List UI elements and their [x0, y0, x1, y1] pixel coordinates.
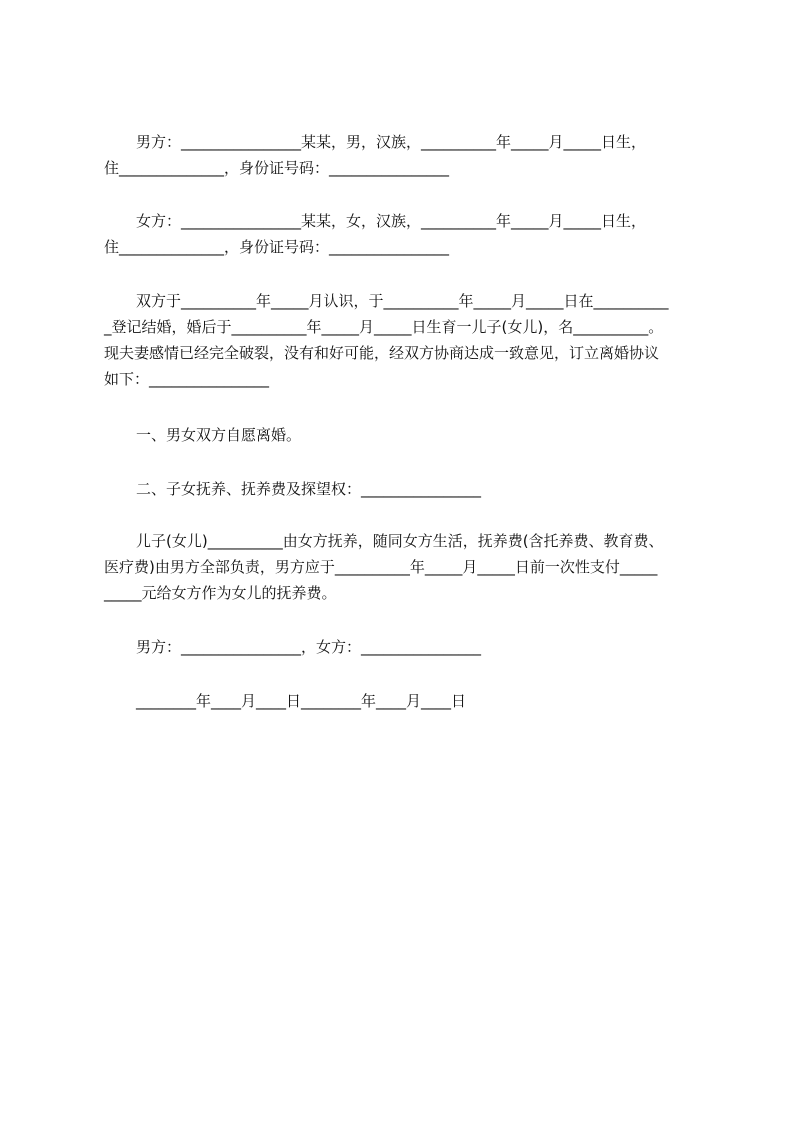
female-party-paragraph	[104, 208, 704, 260]
background-paragraph	[104, 288, 704, 392]
custody-paragraph	[104, 528, 704, 606]
clause-1-text: 一、男女双方自愿离婚。	[136, 426, 302, 444]
clause-2-text: 二、子女抚养、抚养费及探望权：________________	[136, 480, 482, 498]
clause-1	[104, 422, 704, 448]
date-text: ________年____月____日________年____月____日	[136, 692, 467, 710]
clause-2	[104, 476, 704, 502]
custody-line-3: _____元给女方作为女儿的抚养费。	[104, 584, 337, 602]
male-party-paragraph	[104, 129, 704, 181]
male-party-line-1: 男方：________________某某，男，汉族，__________年_____月_____日生，	[136, 133, 647, 151]
background-line-3: 现夫妻感情已经完全破裂，没有和好可能，经双方协商达成一致意见，订立离婚协议	[104, 344, 660, 362]
female-party-line-2: 住______________，身份证号码：________________	[104, 238, 450, 256]
custody-line-2: 医疗费)由男方全部负责，男方应于__________年_____月_____日前一次性支付_____	[104, 558, 658, 576]
background-line-2: _登记结婚，婚后于__________年_____月_____日生育一儿子(女儿)，名__________。	[104, 318, 664, 336]
signature-line	[104, 634, 704, 660]
signature-text: 男方：________________，女方：________________	[136, 638, 482, 656]
background-line-1: 双方于__________年_____月认识，于__________年_____月_____日在__________	[136, 292, 669, 310]
background-line-4: 如下：________________	[104, 370, 270, 388]
male-party-line-2: 住______________，身份证号码：________________	[104, 159, 450, 177]
custody-line-1: 儿子(女儿)__________由女方抚养，随同女方生活，抚养费(含托养费、教育费、	[136, 532, 664, 550]
female-party-line-1: 女方：________________某某，女，汉族，__________年_____月_____日生，	[136, 212, 647, 230]
date-line	[104, 688, 704, 714]
